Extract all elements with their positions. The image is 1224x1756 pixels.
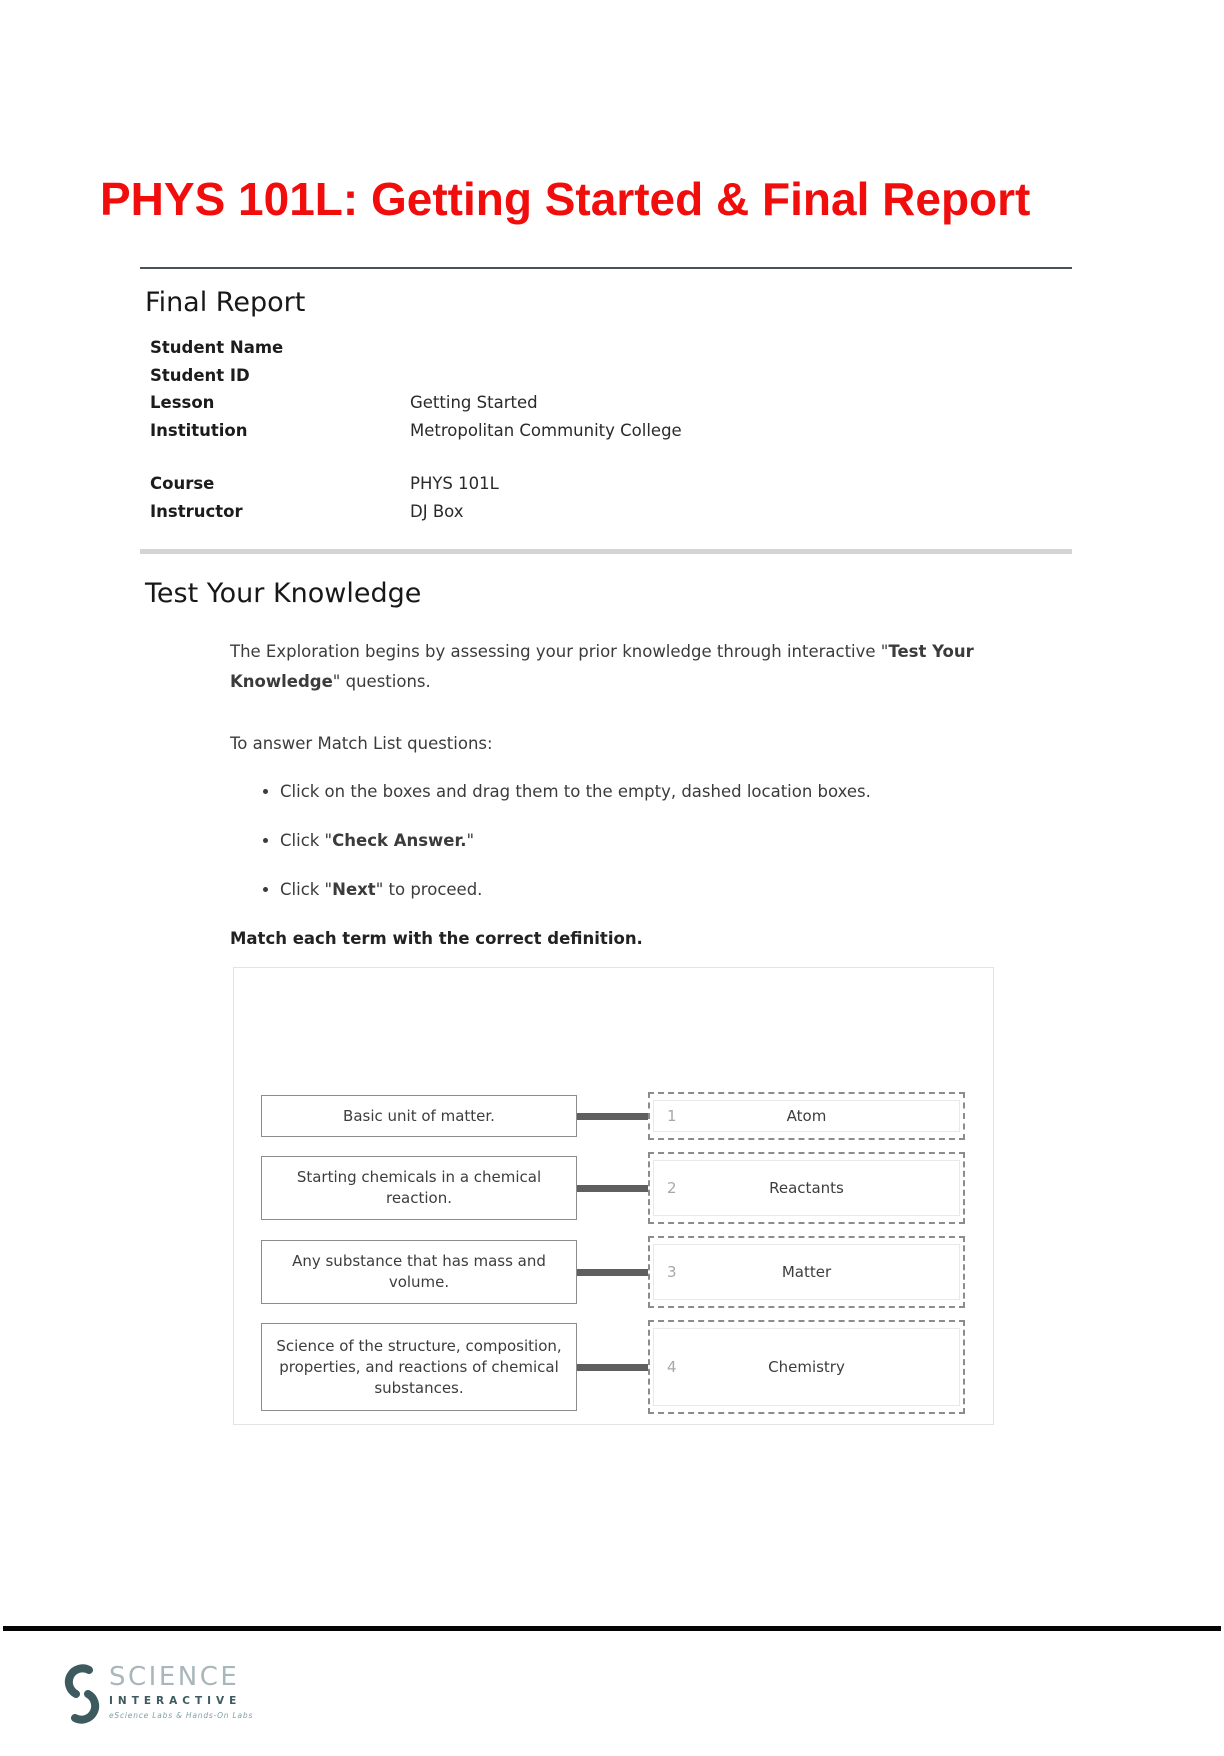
field-lesson bbox=[150, 389, 1224, 417]
brand-name: SCIENCE bbox=[109, 1662, 240, 1692]
instruction-list bbox=[230, 777, 978, 905]
connector-line bbox=[577, 1185, 648, 1192]
term-label: Reactants bbox=[769, 1179, 844, 1198]
science-interactive-logo-icon bbox=[61, 1664, 103, 1724]
field-value: DJ Box bbox=[410, 501, 464, 521]
footer-divider bbox=[3, 1626, 1221, 1631]
match-prompt: Match each term with the correct definition. bbox=[230, 929, 643, 949]
field-label: Lesson bbox=[150, 393, 215, 413]
match-row bbox=[261, 1092, 993, 1140]
field-institution bbox=[150, 417, 1224, 445]
field-value: Metropolitan Community College bbox=[410, 420, 682, 440]
field-value: Getting Started bbox=[410, 393, 538, 413]
term-label: Atom bbox=[786, 1107, 827, 1126]
brand-subname: INTERACTIVE bbox=[109, 1695, 242, 1707]
definition-box: Basic unit of matter. bbox=[261, 1095, 577, 1137]
drop-slot[interactable] bbox=[648, 1092, 965, 1140]
term-tile[interactable] bbox=[653, 1160, 960, 1216]
field-label: Student Name bbox=[150, 338, 284, 358]
slot-number: 1 bbox=[667, 1107, 677, 1126]
final-report-heading: Final Report bbox=[145, 287, 306, 319]
definition-box: Any substance that has mass and volume. bbox=[261, 1240, 577, 1304]
slot-number: 2 bbox=[667, 1179, 677, 1198]
term-tile[interactable] bbox=[653, 1100, 960, 1132]
field-label: Institution bbox=[150, 420, 248, 440]
drop-slot[interactable] bbox=[648, 1320, 965, 1414]
match-list-lead: To answer Match List questions: bbox=[230, 734, 493, 754]
field-label: Instructor bbox=[150, 501, 243, 521]
intro-text-end: " questions. bbox=[332, 672, 431, 692]
instruction-item-drag: • Click on the boxes and drag them to the empty, dashed location boxes. bbox=[280, 777, 978, 807]
field-student-id bbox=[150, 362, 1224, 390]
logo-text-block bbox=[109, 1664, 253, 1720]
slot-number: 3 bbox=[667, 1263, 677, 1282]
science-interactive-logo bbox=[61, 1664, 253, 1724]
field-instructor bbox=[150, 498, 1224, 526]
instruction-item-check-answer: • Click "Check Answer." bbox=[280, 826, 978, 856]
test-your-knowledge-heading: Test Your Knowledge bbox=[145, 578, 422, 610]
brand-tagline: eScience Labs & Hands-On Labs bbox=[109, 1711, 254, 1720]
field-course bbox=[150, 470, 1224, 498]
definition-box: Science of the structure, composition, properties, and reactions of chemical substances. bbox=[261, 1323, 577, 1411]
intro-text: The Exploration begins by assessing your prior knowledge through interactive " bbox=[230, 642, 889, 662]
section-divider bbox=[140, 549, 1072, 554]
connector-line bbox=[577, 1113, 648, 1120]
slot-number: 4 bbox=[667, 1358, 677, 1377]
match-row bbox=[261, 1320, 993, 1414]
instruction-item-next: • Click "Next" to proceed. bbox=[280, 875, 978, 905]
intro-paragraph bbox=[230, 637, 978, 697]
intro-bold-text: Test Your Knowledge bbox=[230, 642, 974, 692]
term-tile[interactable] bbox=[653, 1244, 960, 1300]
match-row bbox=[261, 1236, 993, 1308]
field-student-name bbox=[150, 334, 1224, 362]
field-value: PHYS 101L bbox=[410, 474, 499, 494]
drop-slot[interactable] bbox=[648, 1236, 965, 1308]
match-list-widget bbox=[233, 967, 994, 1425]
test-your-knowledge-body bbox=[230, 637, 978, 954]
term-label: Chemistry bbox=[768, 1358, 845, 1377]
drop-slot[interactable] bbox=[648, 1152, 965, 1224]
connector-line bbox=[577, 1269, 648, 1276]
field-label: Student ID bbox=[150, 365, 250, 385]
page-title: PHYS 101L: Getting Started & Final Report bbox=[100, 173, 1031, 225]
connector-line bbox=[577, 1364, 648, 1371]
title-divider bbox=[140, 267, 1072, 269]
term-tile[interactable] bbox=[653, 1328, 960, 1406]
definition-box: Starting chemicals in a chemical reaction. bbox=[261, 1156, 577, 1220]
match-row bbox=[261, 1152, 993, 1224]
field-label: Course bbox=[150, 474, 215, 494]
term-label: Matter bbox=[781, 1263, 832, 1282]
final-report-fields bbox=[150, 334, 1224, 525]
